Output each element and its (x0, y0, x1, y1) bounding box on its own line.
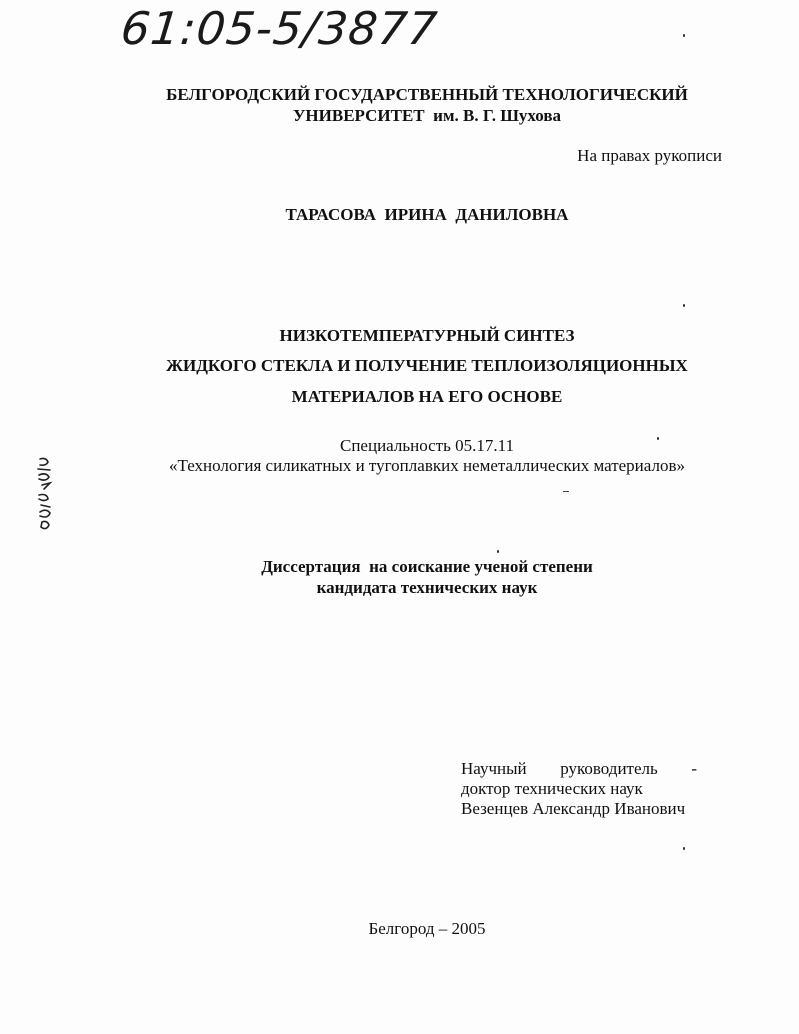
manuscript-note: На правах рукописи (577, 146, 722, 165)
supervisor-name: Везенцев Александр Иванович (461, 799, 686, 818)
scan-speck (683, 304, 685, 307)
scan-speck (657, 437, 659, 440)
institution-line-2: УНИВЕРСИТЕТ им. В. Г. Шухова (292, 106, 562, 125)
specialty-code: Специальность 05.17.11 (340, 436, 514, 455)
scan-speck (683, 34, 685, 37)
supervisor-role: Научный руководитель - (461, 759, 697, 778)
title-line-3: МАТЕРИАЛОВ НА ЕГО ОСНОВЕ (291, 387, 563, 406)
title-line-1: НИЗКОТЕМПЕРАТУРНЫЙ СИНТЕЗ (279, 326, 575, 345)
degree-line-1: Диссертация на соискание ученой степени (261, 557, 593, 576)
author-name: ТАРАСОВА ИРИНА ДАНИЛОВНА (285, 205, 569, 224)
title-line-2: ЖИДКОГО СТЕКЛА И ПОЛУЧЕНИЕ ТЕПЛОИЗОЛЯЦИОННЫХ (166, 356, 688, 375)
specialty-name: «Технология силикатных и тугоплавких неметаллических материалов» (169, 456, 685, 475)
supervisor-block (461, 759, 697, 819)
supervisor-degree: доктор технических наук (461, 779, 643, 798)
degree-line-2: кандидата технических наук (316, 578, 538, 597)
institution-line-1: БЕЛГОРОДСКИЙ ГОСУДАРСТВЕННЫЙ ТЕХНОЛОГИЧЕСКИЙ (166, 85, 688, 104)
scan-dash (563, 491, 569, 492)
scan-speck (497, 550, 499, 553)
handwritten-catalog-number: 61:05-5/3877 (118, 2, 441, 55)
scan-speck (683, 847, 685, 850)
city-year: Белгород – 2005 (368, 919, 486, 938)
margin-stamp-mark (30, 455, 62, 537)
